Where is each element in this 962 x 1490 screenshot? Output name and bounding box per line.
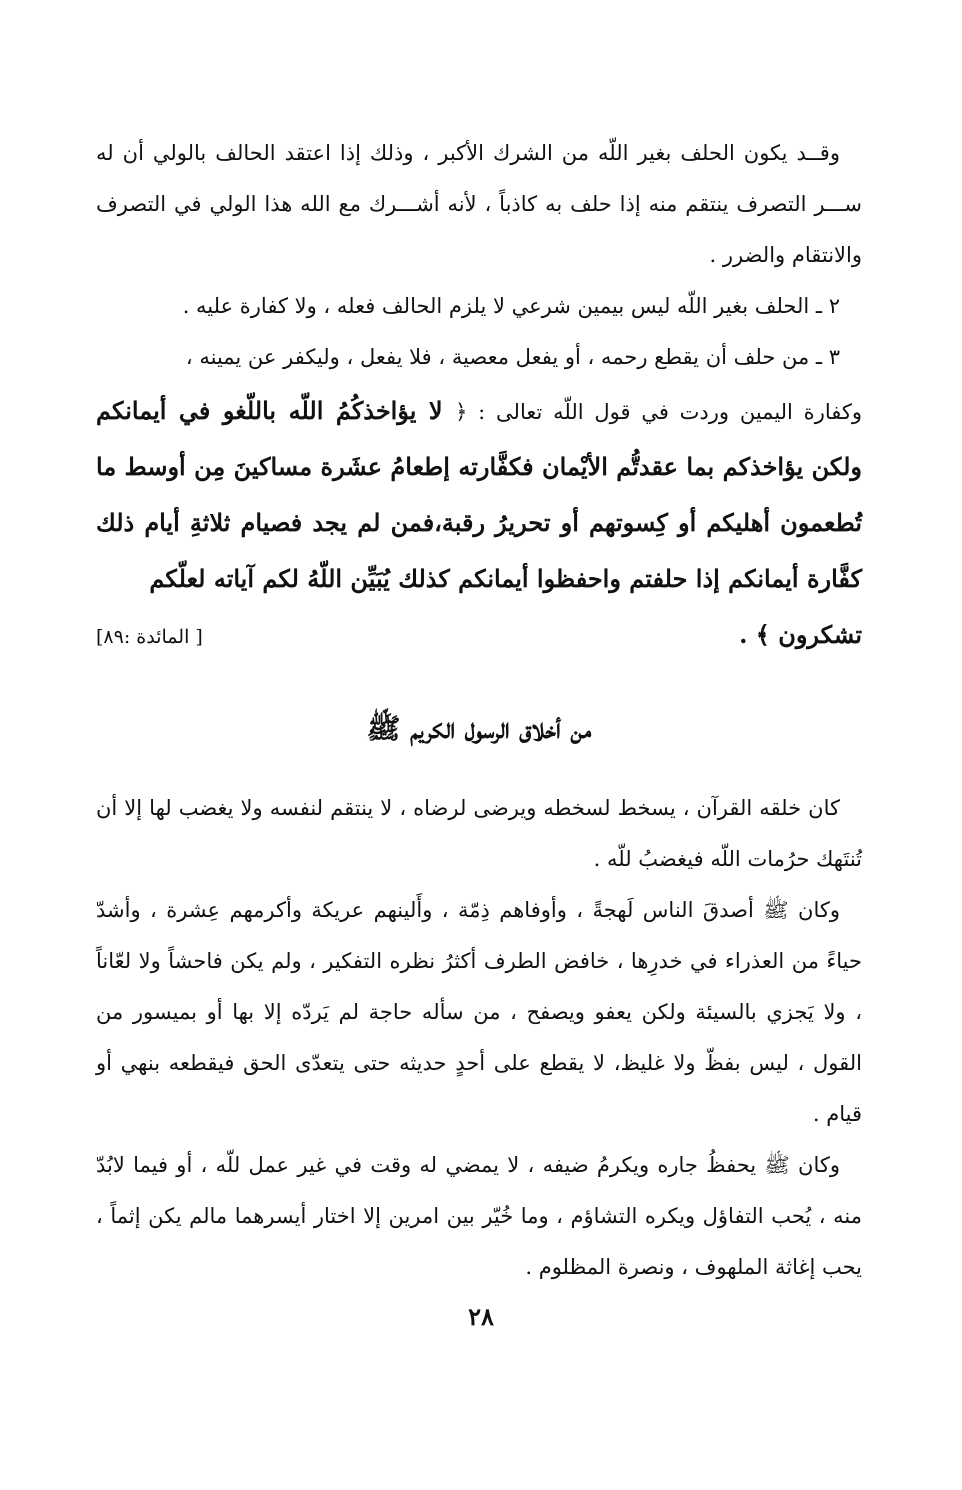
page-number: ٢٨ (468, 1302, 494, 1331)
section-heading: من أخلاق الرسول الكريم ﷺ (366, 712, 592, 745)
paragraph-character: كان خلقه القرآن ، يسخط لسخطه ويرضى لرضاه ، لا ينتقم لنفسه ولا يغضب لها إلا أن تُنتَهك حرُمات اللّه فيغضبُ للّه . (96, 796, 862, 871)
page-body (96, 128, 862, 1293)
verse-reference: [ المائدة :٨٩] (96, 626, 203, 648)
verse-end-line (96, 607, 862, 663)
verse-last: تشكرون ﴾ . (739, 620, 862, 649)
paragraph-truthfulness: وكان ﷺ أصدقَ الناس لَهجةً ، وأوفاهم ذِمّة ، وأَلينهم عريكة وأكرمهم عِشرة ، وأشدّ حياءً من العذراء في خدرِها ، خافض الطرف أكثرُ نظره التفكير ، ولم يكن فاحشاً ولا لعّاناً ، ولا يَجزي بالسيئة ولكن يعفو ويصفح ، من سأله حاجة لم يَردّه إلا بها أو بميسور من القول ، ليس بفظّ ولا غليظ، لا يقطع على أحدٍ حديثه حتى يتعدّى الحق فيقطعه بنهي أو قيام . (96, 898, 862, 1126)
verse-block (96, 383, 862, 607)
paragraph-point-3: ٣ ـ من حلف أن يقطع رحمه ، أو يفعل معصية ، فلا يفعل ، وليكفر عن يمينه ، (185, 345, 840, 369)
paragraph-point-2: ٢ ـ الحلف بغير اللّه ليس بيمين شرعي لا يلزم الحالف فعله ، ولا كفارة عليه . (182, 294, 840, 318)
verse-intro: وكفارة اليمين وردت في قول اللّه تعالى : ﴿ (455, 400, 862, 424)
paragraph-neighbor: وكان ﷺ يحفظُ جاره ويكرمُ ضيفه ، لا يمضي له وقت في غير عمل للّه ، أو فيما لابُدّ منه ، يُحب التفاؤل ويكره التشاؤم ، وما خُيّر بين امرين إلا اختار أيسرهما مالم يكن إثماً ، يحب إغاثة الملهوف ، ونصرة المظلوم . (96, 1153, 862, 1279)
verse-text: لا يؤاخذكُمُ اللّه باللّغو في أيمانكم ولكن يؤاخذكم بما عقدتُّم الأيْمان فكفَّارته إطعامُ عشَرة مساكينَ مِن أوسط ما تُطعمون أهليكم أو كِسوتهم أو تحريرُ رقبة،فمن لم يجد فصيام ثلاثةِ أيام ذلك كفَّارة أيمانكم إذا حلفتم واحفظوا أيمانكم كذلك يُبَيِّن اللّهُ لكم آياته لعلّكم (96, 396, 862, 593)
paragraph-shirk: وقــد يكون الحلف بغير اللّه من الشرك الأكبر ، وذلك إذا اعتقد الحالف بالولي أن له ســـر التصرف ينتقم منه إذا حلف به كاذباً ، لأنه أشـــرك مع الله هذا الولي في التصرف والانتقام والضرر . (96, 141, 862, 267)
